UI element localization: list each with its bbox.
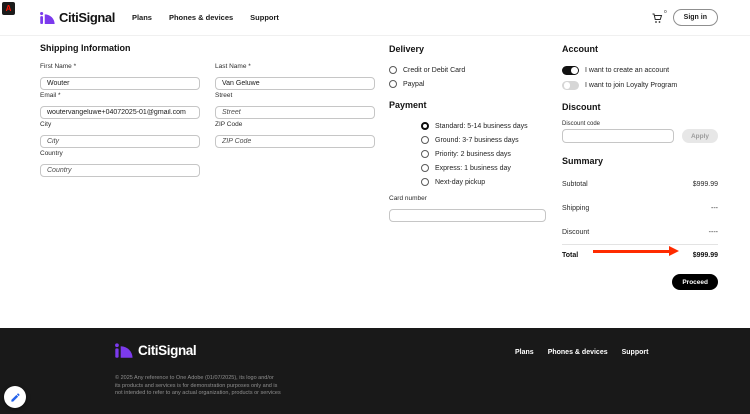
account-title: Account: [562, 44, 598, 54]
pencil-icon: [10, 392, 21, 403]
toggle-loyalty-program[interactable]: I want to join Loyalty Program: [562, 81, 718, 90]
discount-code-input[interactable]: [562, 129, 674, 143]
subtotal-value: $999.99: [692, 180, 718, 188]
footer-brand-logo-icon: [115, 341, 133, 359]
toggle-icon: [562, 81, 579, 91]
footer-nav-plans[interactable]: Plans: [515, 349, 534, 356]
cart-count-badge: 0: [664, 8, 667, 14]
email-input[interactable]: [40, 106, 200, 119]
field-zip: [215, 121, 375, 148]
card-number-input[interactable]: [389, 209, 546, 222]
delivery-options: [389, 66, 546, 88]
proceed-button[interactable]: Proceed: [672, 274, 718, 290]
total-value: $999.99: [692, 252, 718, 259]
cart-icon: [651, 12, 663, 24]
toggle-create-account[interactable]: I want to create an account: [562, 66, 718, 75]
nav-support[interactable]: Support: [250, 13, 279, 22]
account-toggles: [562, 66, 718, 90]
discount-row-value: ----: [708, 228, 718, 236]
summary-row-discount: [562, 220, 718, 244]
shipping-option-pickup[interactable]: Next-day pickup: [421, 178, 546, 186]
radio-icon: [421, 164, 429, 172]
email-label: Email *: [40, 92, 61, 99]
brand-logo-icon: [40, 10, 55, 25]
street-label: Street: [215, 92, 233, 99]
toggle-icon: [562, 66, 579, 76]
field-first-name: [40, 63, 200, 90]
field-last-name: [215, 63, 375, 90]
zip-label: ZIP Code: [215, 121, 243, 128]
brand-logo[interactable]: [40, 10, 115, 25]
city-input[interactable]: [40, 135, 200, 148]
account-summary-section: [562, 44, 718, 290]
footer-nav: [515, 349, 648, 356]
last-name-label: Last Name *: [215, 63, 251, 70]
footer-brand-name: CitiSignal: [138, 342, 197, 358]
footer-brand-logo[interactable]: [115, 341, 196, 359]
adobe-logo-icon: A: [5, 3, 12, 13]
shipping-option-express[interactable]: Express: 1 business day: [421, 164, 546, 172]
summary-title: Summary: [562, 156, 604, 166]
radio-icon: [421, 122, 429, 130]
header: [0, 0, 750, 36]
checkout-main: [0, 36, 750, 328]
discount-title: Discount: [562, 102, 601, 112]
summary-rows: [562, 172, 718, 266]
country-label: Country: [40, 150, 63, 157]
sign-in-button[interactable]: Sign in: [673, 9, 718, 26]
first-name-label: First Name *: [40, 63, 77, 70]
summary-total-row: [562, 244, 718, 266]
shipping-form: [40, 63, 375, 179]
radio-icon: [421, 136, 429, 144]
summary-row-subtotal: [562, 172, 718, 196]
radio-icon: [389, 66, 397, 74]
subtotal-label: Subtotal: [562, 180, 588, 188]
nav-plans[interactable]: Plans: [131, 13, 152, 22]
delivery-option-paypal[interactable]: Paypal: [389, 80, 546, 88]
header-actions: [651, 9, 718, 26]
shipping-option-ground[interactable]: Ground: 3-7 business days: [421, 136, 546, 144]
discount-row-label: Discount: [562, 228, 590, 236]
first-name-input[interactable]: [40, 77, 200, 90]
field-street: [215, 92, 375, 119]
footer-nav-phones-devices[interactable]: Phones & devices: [547, 349, 608, 356]
shipping-section: [40, 43, 375, 179]
radio-icon: [421, 178, 429, 186]
last-name-input[interactable]: [215, 77, 375, 90]
apply-button[interactable]: Apply: [682, 129, 718, 143]
footer-nav-support[interactable]: Support: [621, 349, 649, 356]
shipping-option-priority[interactable]: Priority: 2 business days: [421, 150, 546, 158]
street-input[interactable]: [215, 106, 375, 119]
radio-icon: [421, 150, 429, 158]
card-number-label: Card number: [389, 195, 427, 202]
footer-copyright: © 2025 Any reference to One Adobe (01/07/2025), its logo and/or its products and services is for demonstration purposes only and is not intended to refer to any actual organization, products or services: [115, 375, 281, 396]
nav-phones-devices[interactable]: Phones & devices: [168, 13, 234, 22]
zip-input[interactable]: [215, 135, 375, 148]
summary-row-shipping: [562, 196, 718, 220]
country-input[interactable]: [40, 164, 200, 177]
shipping-option-standard[interactable]: Standard: 5-14 business days: [421, 122, 546, 130]
delivery-title: Delivery: [389, 44, 425, 54]
radio-icon: [389, 80, 397, 88]
field-city: [40, 121, 200, 148]
shipping-title: Shipping Information: [40, 43, 131, 53]
payment-options: [389, 122, 546, 186]
field-country: [40, 150, 200, 177]
delivery-option-card[interactable]: Credit or Debit Card: [389, 66, 546, 74]
cart-button[interactable]: [651, 8, 667, 24]
total-label: Total: [562, 252, 579, 259]
footer: [0, 328, 750, 414]
discount-code-label: Discount code: [562, 121, 601, 127]
header-nav: [132, 13, 279, 22]
edit-fab-button[interactable]: [4, 386, 26, 408]
delivery-payment-section: [389, 44, 546, 222]
payment-title: Payment: [389, 100, 427, 110]
field-email: [40, 92, 200, 119]
adobe-debugger-badge[interactable]: [2, 2, 15, 15]
shipping-label: Shipping: [562, 204, 590, 212]
discount-row: [562, 129, 718, 143]
city-label: City: [40, 121, 52, 128]
brand-name: CitiSignal: [59, 10, 115, 25]
shipping-value: ---: [711, 204, 718, 212]
